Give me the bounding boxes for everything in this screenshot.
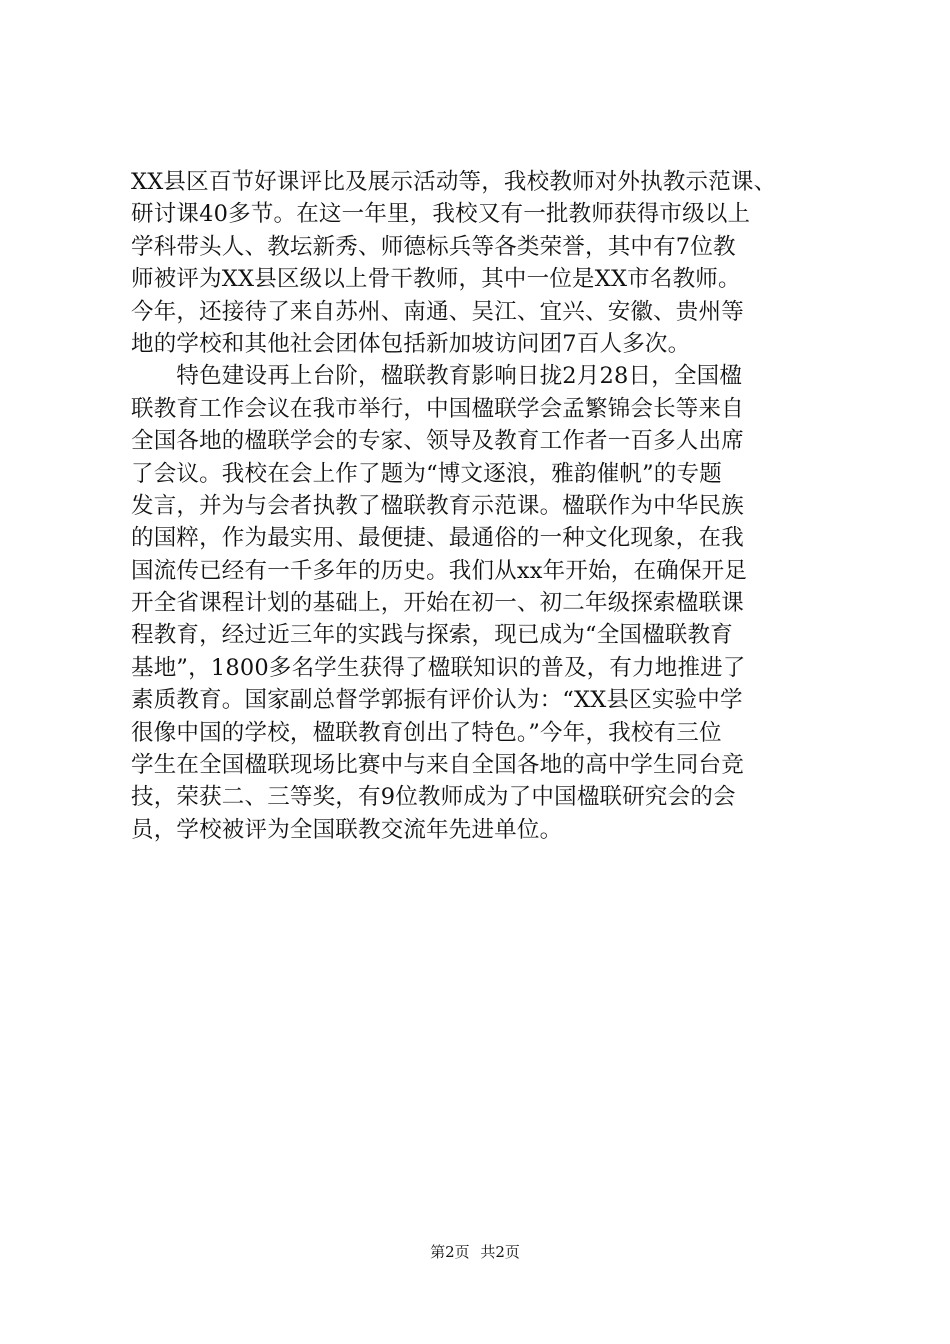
text-line: 联教育工作会议在我市举行，中国楹联学会孟繁锦会长等来自 xyxy=(131,395,744,422)
text-line: 开全省课程计划的基础上，开始在初一、初二年级探索楹联课 xyxy=(131,590,744,617)
text-line: 程教育，经过近三年的实践与探索，现已成为“全国楹联教育 xyxy=(131,622,733,649)
text-line: 研讨课40多节。在这一年里，我校又有一批教师获得市级以上 xyxy=(131,201,751,228)
text-line: 很像中国的学校，楹联教育创出了特色。”今年，我校有三位 xyxy=(131,719,722,746)
text-line: 全国各地的楹联学会的专家、领导及教育工作者一百多人出席 xyxy=(131,428,744,455)
text-line: 特色建设再上台阶，楹联教育影响日拢2月28日，全国楹 xyxy=(131,363,743,390)
text-line: 地的学校和其他社会团体包括新加坡访问团7百人多次。 xyxy=(131,330,691,357)
text-line: 学生在全国楹联现场比赛中与来自全国各地的高中学生同台竞 xyxy=(131,752,744,779)
page-footer xyxy=(0,1242,950,1262)
page-number-total: 共2页 xyxy=(480,1243,520,1261)
text-line: 基地”，1800多名学生获得了楹联知识的普及，有力地推进了 xyxy=(131,654,746,681)
text-line: 的国粹，作为最实用、最便捷、最通俗的一种文化现象，在我 xyxy=(131,525,744,552)
text-line: 素质教育。国家副总督学郭振有评价认为：“XX县区实验中学 xyxy=(131,687,743,714)
text-line: 师被评为XX县区级以上骨干教师，其中一位是XX市名教师。 xyxy=(131,266,741,293)
text-line: 今年，还接待了来自苏州、南通、吴江、宜兴、安徽、贵州等 xyxy=(131,298,744,325)
text-line: 了会议。我校在会上作了题为“博文逐浪，雅韵催帆”的专题 xyxy=(131,460,722,487)
text-line: 发言，并为与会者执教了楹联教育示范课。楹联作为中华民族 xyxy=(131,492,744,519)
text-line: 国流传已经有一千多年的历史。我们从xx年开始，在确保开足 xyxy=(131,557,747,584)
page-number-current: 第2页 xyxy=(430,1243,470,1261)
body-text xyxy=(131,166,831,846)
text-line: 员，学校被评为全国联教交流年先进单位。 xyxy=(131,816,563,843)
text-line: XX县区百节好课评比及展示活动等，我校教师对外执教示范课、 xyxy=(131,169,777,195)
text-line: 技，荣获二、三等奖，有9位教师成为了中国楹联研究会的会 xyxy=(131,784,736,811)
text-line: 学科带头人、教坛新秀、师德标兵等各类荣誉，其中有7位教 xyxy=(131,233,736,260)
